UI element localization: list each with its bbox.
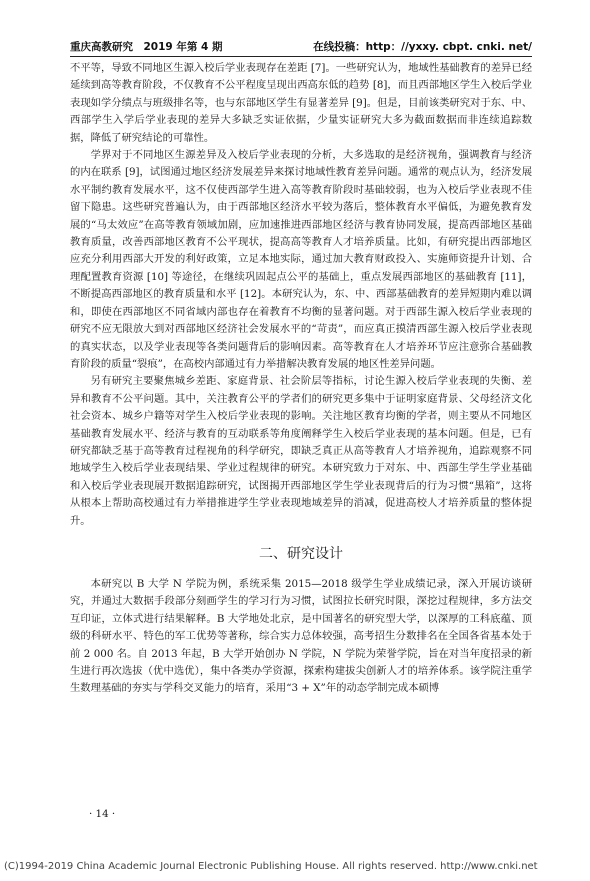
header-divider (70, 56, 532, 57)
paragraph-1: 不平等，导致不同地区生源入校后学业表现存在差距 [7]。一些研究认为，地域性基础教育的差异已经延续到高等教育阶段，不仅教育不公平程度呈现出西高东低的趋势 [8]，而且西部地区学生入校后学业表现如学分绩点与班级排名等，也与东部地区学生有显著差异 [9]。但是，目前该类研究对于东、中、西部学生入学后学业表现的差异大多缺乏实证依据，少量实证研究大多为截面数据而非连续追踪数据，降低了研究结论的可靠性。 (70, 62, 532, 144)
running-header (70, 39, 532, 55)
paragraph-4: 本研究以 B 大学 N 学院为例，系统采集 2015—2018 级学生学业成绩记录，深入开展访谈研究，并通过大数据手段部分刻画学生的学习行为习惯，试图拉长研究时限，深挖过程规律，多方法交互印证，立体式进行结果解释。B 大学地处北京，是中国著名的研究型大学，以深厚的工科底蕴、顶级的科研水平、特色的军工优势等著称，综合实力总体较强，高考招生分数排名在全国各省基本处于前 2 000 名。自 2013 年起，B 大学开始创办 N 学院，N 学院为荣誉学院，旨在对当年度招录的新生进行再次选拔（优中选优），集中各类办学资源，探索构建拔尖创新人才的培养体系。该学院注重学生数理基础的夯实与学科交叉能力的培育，采用“3 + X”年的动态学制完成本硕博 (70, 577, 532, 695)
journal-issue: 重庆高教研究 2019 年第 4 期 (70, 41, 223, 53)
section-heading: 二、研究设计 (259, 545, 343, 562)
copyright-footer: (C)1994-2019 China Academic Journal Electronic Publishing House. All rights reserved. http://www.cnki.net (4, 861, 538, 872)
page-number: · 14 · (89, 808, 116, 820)
paragraph-2: 学界对于不同地区生源差异及入校后学业表现的分析，大多选取的是经济视角，强调教育与经济的内在联系 [9]，试图通过地区经济发展差异来探讨地域性教育差异问题。通常的观点认为，经济发展水平制约教育发展水平，这不仅使西部学生进入高等教育阶段时基础较弱，也为入校后学业表现不佳留下隐患。这些研究普遍认为，由于西部地区经济水平较为落后，整体教育水平偏低，为避免教育发展的“马太效应”在高等教育领域加剧，应加速推进西部地区经济与教育协同发展，提高西部地区基础教育质量，改善西部地区教育不公平现状，提高高等教育人才培养质量。比如，有研究提出西部地区应充分利用西部大开发的利好政策，立足本地实际，通过加大教育财政投入、实施师资提升计划、合理配置教育资源 [10] 等途径，在继续巩固起点公平的基础上，重点发展西部地区的基础教育 [11]，不断提高西部地区的教育质量和水平 [12]。本研究认为，东、中、西部基础教育的差异短期内难以调和，即使在西部地区不同省域内部也存在着教育不均衡的显著问题。对于西部生源入校后学业表现的研究不应无限放大到对西部地区经济社会发展水平的“苛责”，而应真正摸清西部生源入校后学业表现的真实状态，以及学业表现等各类问题背后的影响因素。高等教育在人才培养环节应注意弥合基础教育阶段的质量“裂痕”，在高校内部通过有力举措解决教育发展的地区性差异问题。 (70, 149, 532, 370)
article-body (70, 60, 532, 698)
submission-url[interactable]: 在线投稿：http：//yxxy. cbpt. cnki. net/ (313, 41, 532, 53)
paragraph-3: 另有研究主要聚焦城乡差距、家庭背景、社会阶层等指标，讨论生源入校后学业表现的失衡、差异和教育不公平问题。其中，关注教育公平的学者们的研究更多集中于证明家庭背景、父母经济文化社会资本、城乡户籍等对学生入校后学业表现的影响。关注地区教育均衡的学者，则主要从不同地区基础教育发展水平、经济与教育的互动联系等角度阐释学生入校后学业表现的基本问题。但是，已有研究都缺乏基于高等教育过程视角的科学研究，即缺乏真正从高等教育人才培养视角，追踪观察不同地域学生入校后学业表现结果、学业过程规律的研究。本研究致力于对东、中、西部生学生学业基础和入校后学业表现展开数据追踪研究，试图揭开西部地区学生学业表现背后的行为习惯“黑箱”，这将从根本上帮助高校通过有力举措推进学生学业表现地域差异的消减，促进高校人才培养质量的整体提升。 (70, 375, 532, 527)
